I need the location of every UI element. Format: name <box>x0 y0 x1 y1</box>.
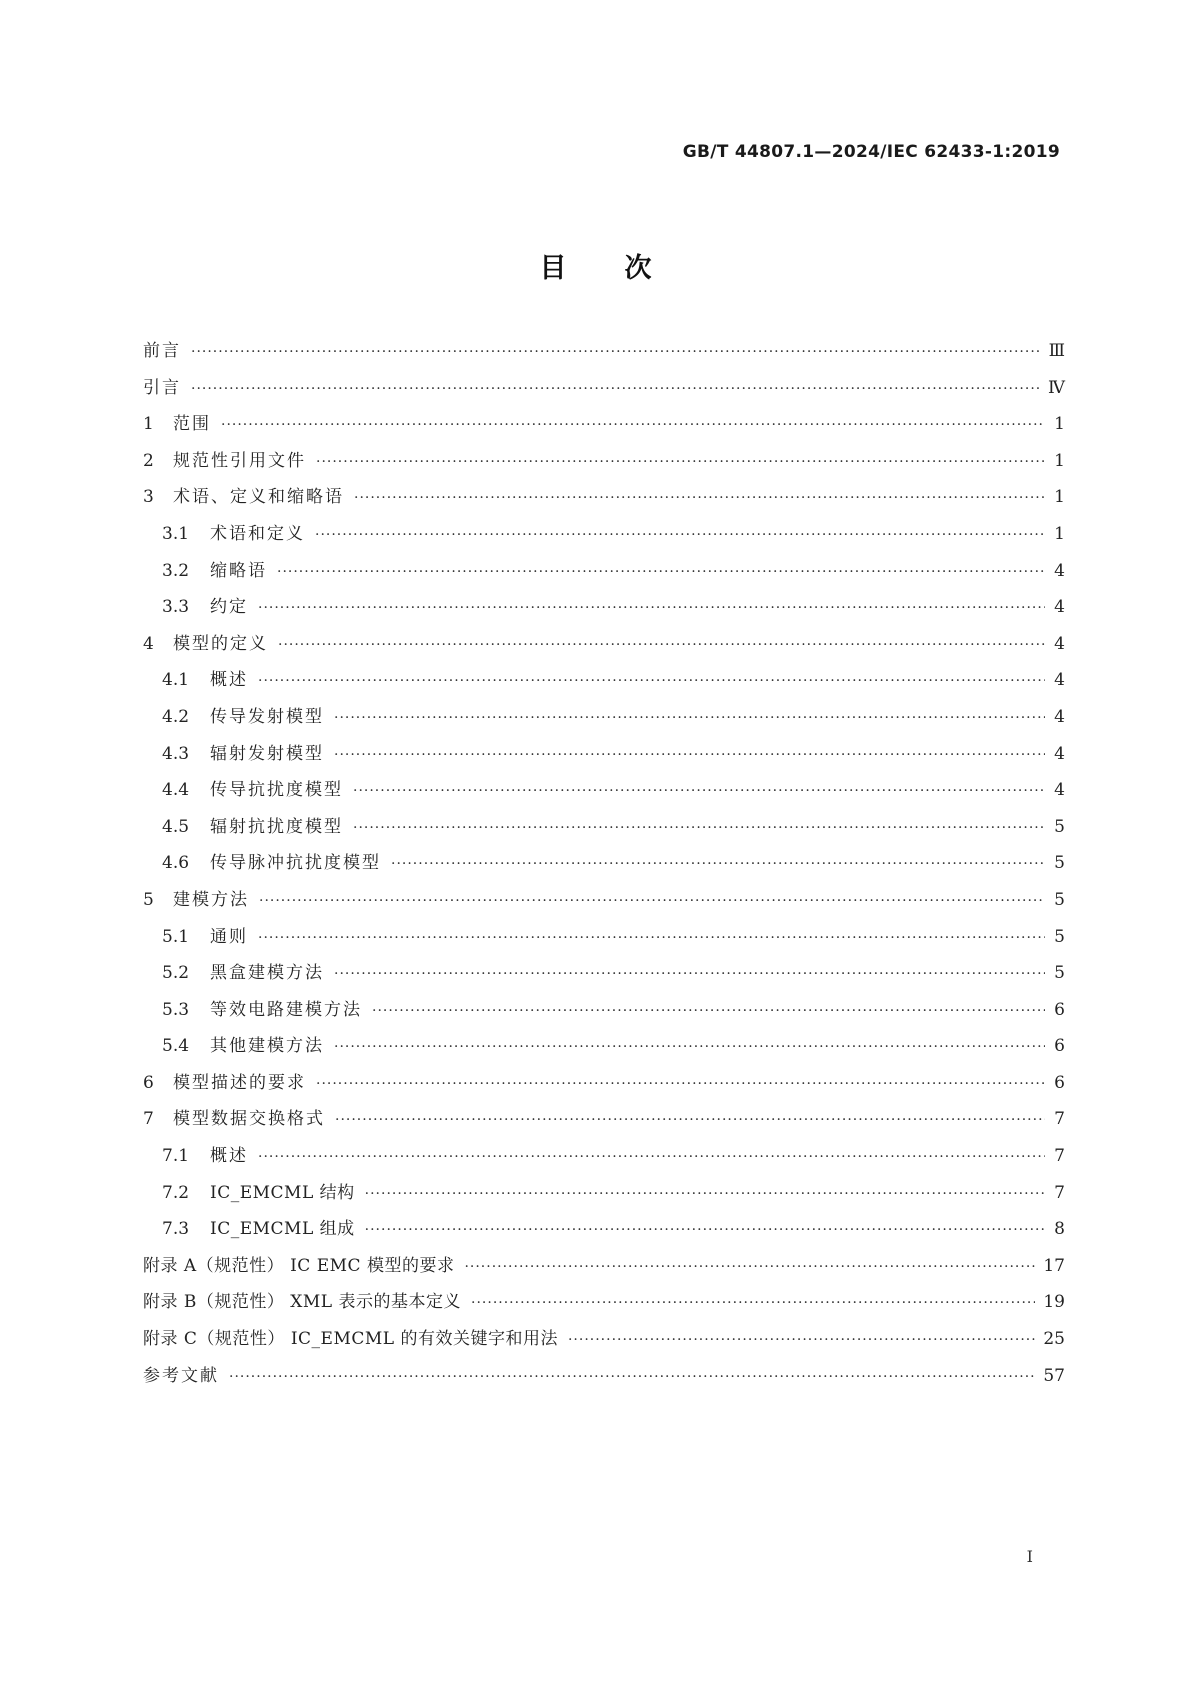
toc-entry-page: 7 <box>1054 1182 1065 1203</box>
toc-entry[interactable] <box>143 482 1065 519</box>
toc-leader-dots <box>471 1295 1035 1311</box>
toc-entry-label: 黑盒建模方法 <box>210 963 324 984</box>
toc-entry-number: 7.3 <box>162 1219 190 1240</box>
toc-leader-dots <box>568 1332 1035 1348</box>
toc-entry[interactable] <box>143 922 1065 959</box>
toc-leader-dots <box>335 1112 1045 1128</box>
toc-entry-number: 7.2 <box>162 1182 190 1203</box>
toc-entry[interactable] <box>143 702 1065 739</box>
toc-entry-label: 前言 <box>143 341 181 361</box>
toc-entry[interactable] <box>143 1251 1065 1288</box>
toc-leader-dots <box>365 1186 1045 1202</box>
toc-leader-dots <box>221 417 1045 433</box>
toc-entry-label: 缩略语 <box>210 560 267 581</box>
toc-entry[interactable] <box>143 1141 1065 1178</box>
toc-entry[interactable] <box>143 665 1065 702</box>
toc-entry[interactable] <box>143 592 1065 629</box>
toc-entry-number: 4.2 <box>162 706 190 727</box>
toc-entry[interactable] <box>143 1214 1065 1251</box>
toc-leader-dots <box>372 1003 1045 1019</box>
toc-leader-dots <box>316 454 1045 470</box>
toc-leader-dots <box>258 930 1045 946</box>
toc-leader-dots <box>277 564 1045 580</box>
toc-leader-dots <box>259 893 1045 909</box>
toc-entry-number: 3.2 <box>162 560 190 581</box>
toc-entry-number: 5.4 <box>162 1036 190 1057</box>
toc-leader-dots <box>334 966 1045 982</box>
toc-entry-label: 附录 B（规范性） XML 表示的基本定义 <box>143 1292 462 1313</box>
toc-entry[interactable] <box>143 1287 1065 1324</box>
toc-entry-label: 范围 <box>173 414 211 435</box>
toc-entry-page: 5 <box>1054 853 1065 874</box>
toc-entry-label: 引言 <box>143 377 181 398</box>
toc-entry[interactable] <box>143 1361 1065 1398</box>
toc-entry-label: 通则 <box>210 926 248 947</box>
toc-entry-label: 模型数据交换格式 <box>173 1109 325 1130</box>
toc-entry-number: 4 <box>143 633 154 654</box>
toc-entry-number: 5.2 <box>162 963 190 984</box>
page-title: 目次 <box>539 253 710 284</box>
toc-leader-dots <box>464 1259 1035 1275</box>
toc-entry[interactable] <box>143 739 1065 776</box>
toc-entry-label: 规范性引用文件 <box>173 450 306 471</box>
toc-entry-label: 约定 <box>210 597 248 618</box>
toc-entry-page: 4 <box>1054 597 1065 618</box>
toc-entry-page: 25 <box>1043 1329 1065 1350</box>
toc-leader-dots <box>229 1369 1035 1385</box>
table-of-contents <box>143 336 1065 1397</box>
toc-entry-label: 传导脉冲抗扰度模型 <box>210 853 381 874</box>
toc-entry-page: 5 <box>1054 816 1065 837</box>
toc-entry[interactable] <box>143 409 1065 446</box>
toc-leader-dots <box>354 490 1045 506</box>
toc-entry-page: 5 <box>1054 926 1065 947</box>
toc-entry-page: 1 <box>1054 523 1065 544</box>
toc-leader-dots <box>278 637 1045 653</box>
toc-entry-number: 6 <box>143 1072 154 1093</box>
toc-entry-page: 4 <box>1054 780 1065 801</box>
toc-entry-number: 5.3 <box>162 999 190 1020</box>
toc-entry-number: 2 <box>143 450 154 471</box>
toc-entry-page: Ⅲ <box>1048 341 1065 361</box>
toc-entry[interactable] <box>143 848 1065 885</box>
toc-entry-number: 3 <box>143 487 154 508</box>
toc-entry[interactable] <box>143 519 1065 556</box>
toc-entry-label: 术语和定义 <box>210 523 305 544</box>
toc-leader-dots <box>365 1222 1045 1238</box>
toc-leader-dots <box>353 783 1045 799</box>
toc-entry-page: 4 <box>1054 743 1065 764</box>
toc-leader-dots <box>258 1149 1045 1165</box>
toc-entry[interactable] <box>143 446 1065 483</box>
toc-entry[interactable] <box>143 885 1065 922</box>
toc-leader-dots <box>334 710 1045 726</box>
toc-leader-dots <box>258 673 1045 689</box>
toc-entry-page: 1 <box>1054 487 1065 508</box>
toc-entry[interactable] <box>143 1031 1065 1068</box>
toc-entry-label: 概述 <box>210 670 248 691</box>
toc-entry-label: 辐射发射模型 <box>210 743 324 764</box>
toc-leader-dots <box>316 1076 1045 1092</box>
toc-entry-page: 1 <box>1054 414 1065 435</box>
toc-entry[interactable] <box>143 1178 1065 1215</box>
toc-entry-page: 19 <box>1043 1292 1065 1313</box>
standard-code: GB/T 44807.1—2024/IEC 62433-1:2019 <box>682 142 1060 162</box>
toc-entry-page: 5 <box>1054 963 1065 984</box>
toc-entry-page: 6 <box>1054 1072 1065 1093</box>
toc-entry-label: 附录 A（规范性） IC EMC 模型的要求 <box>143 1255 455 1276</box>
toc-entry-page: 6 <box>1054 999 1065 1020</box>
toc-entry-page: 7 <box>1054 1109 1065 1130</box>
toc-entry-number: 3.3 <box>162 597 190 618</box>
toc-entry[interactable] <box>143 373 1065 410</box>
toc-entry[interactable] <box>143 775 1065 812</box>
toc-entry-page: 6 <box>1054 1036 1065 1057</box>
toc-entry-number: 4.5 <box>162 816 190 837</box>
toc-entry-number: 4.4 <box>162 780 190 801</box>
toc-entry[interactable] <box>143 336 1065 373</box>
toc-entry[interactable] <box>143 812 1065 849</box>
toc-leader-dots <box>191 381 1040 397</box>
toc-leader-dots <box>334 747 1045 763</box>
toc-entry[interactable] <box>143 629 1065 666</box>
toc-entry-page: 4 <box>1054 633 1065 654</box>
toc-entry-number: 1 <box>143 414 154 435</box>
toc-entry-page: 8 <box>1054 1219 1065 1240</box>
toc-entry-number: 4.6 <box>162 853 190 874</box>
toc-entry-number: 4.1 <box>162 670 190 691</box>
toc-entry-page: 4 <box>1054 706 1065 727</box>
toc-entry-page: 4 <box>1054 560 1065 581</box>
toc-entry-label: 传导抗扰度模型 <box>210 780 343 801</box>
toc-entry-page: 5 <box>1054 889 1065 910</box>
toc-leader-dots <box>334 1039 1045 1055</box>
page-number: I <box>1026 1547 1033 1566</box>
toc-entry-number: 5.1 <box>162 926 190 947</box>
toc-leader-dots <box>353 820 1045 836</box>
toc-entry-label: 参考文献 <box>143 1365 219 1386</box>
toc-entry-label: 附录 C（规范性） IC_EMCML 的有效关键字和用法 <box>143 1329 558 1350</box>
toc-entry-number: 7 <box>143 1109 154 1130</box>
toc-entry[interactable] <box>143 958 1065 995</box>
toc-entry-number: 4.3 <box>162 743 190 764</box>
toc-entry-label: 辐射抗扰度模型 <box>210 816 343 837</box>
toc-entry-label: IC_EMCML 组成 <box>210 1219 355 1240</box>
toc-entry-number: 5 <box>143 889 154 910</box>
toc-entry-label: IC_EMCML 结构 <box>210 1182 355 1203</box>
toc-entry-label: 术语、定义和缩略语 <box>173 487 344 508</box>
toc-entry-page: 1 <box>1054 450 1065 471</box>
toc-entry-page: Ⅳ <box>1048 377 1065 398</box>
toc-entry-page: 7 <box>1054 1146 1065 1167</box>
toc-entry-page: 17 <box>1043 1255 1065 1276</box>
toc-entry-label: 其他建模方法 <box>210 1036 324 1057</box>
toc-entry[interactable] <box>143 1324 1065 1361</box>
toc-leader-dots <box>315 527 1045 543</box>
toc-entry-label: 概述 <box>210 1146 248 1167</box>
toc-entry-label: 模型描述的要求 <box>173 1072 306 1093</box>
toc-leader-dots <box>191 344 1041 360</box>
toc-entry[interactable] <box>143 556 1065 593</box>
toc-entry-number: 7.1 <box>162 1146 190 1167</box>
toc-entry-label: 模型的定义 <box>173 633 268 654</box>
toc-leader-dots <box>391 856 1045 872</box>
toc-leader-dots <box>258 600 1045 616</box>
toc-entry-page: 4 <box>1054 670 1065 691</box>
toc-entry[interactable] <box>143 1104 1065 1141</box>
toc-entry-label: 建模方法 <box>173 889 249 910</box>
toc-entry-label: 传导发射模型 <box>210 706 324 727</box>
toc-entry[interactable] <box>143 1068 1065 1105</box>
toc-entry-number: 3.1 <box>162 523 190 544</box>
toc-entry-label: 等效电路建模方法 <box>210 999 362 1020</box>
toc-entry[interactable] <box>143 995 1065 1032</box>
toc-entry-page: 57 <box>1043 1365 1065 1386</box>
